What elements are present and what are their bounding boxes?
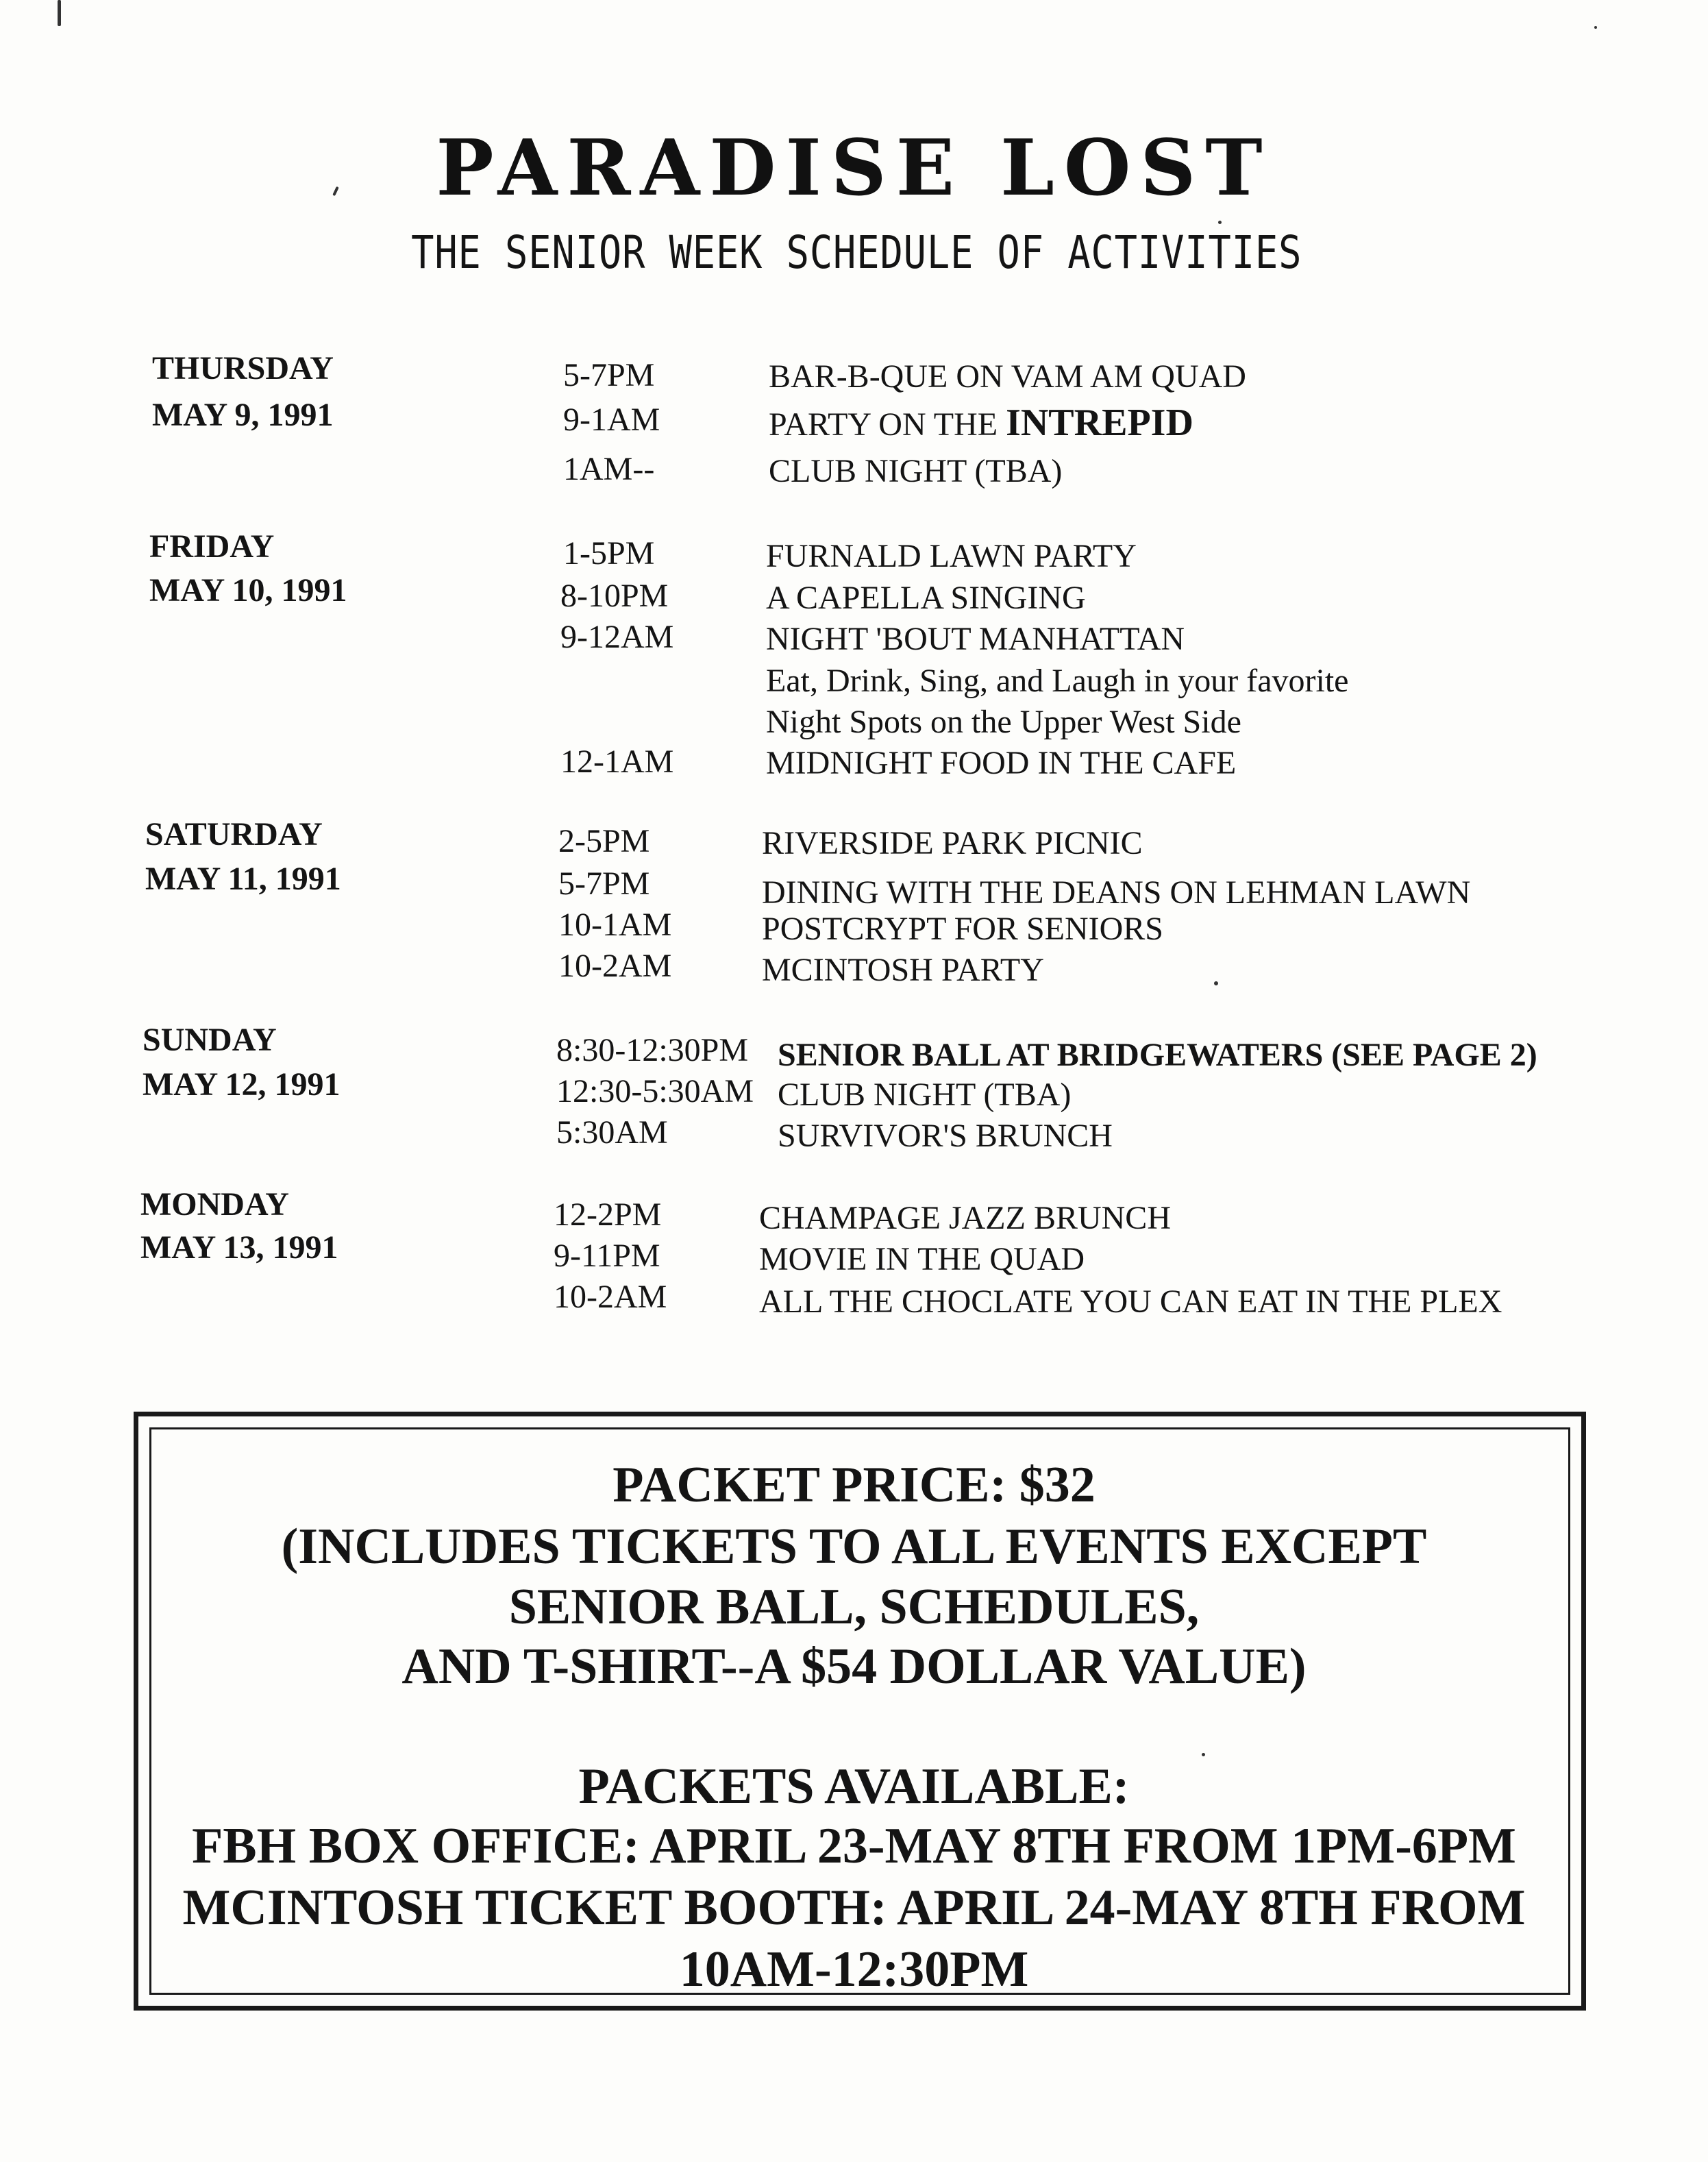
event-time: 12-2PM [554,1196,662,1233]
event-time: 9-11PM [554,1238,660,1274]
event-time: 8-10PM [560,578,669,614]
event-title: MOVIE IN THE QUAD [759,1241,1085,1277]
event-time: 12-1AM [560,744,674,780]
day-name: MONDAY [140,1186,289,1223]
event-title: CHAMPAGE JAZZ BRUNCH [759,1200,1171,1236]
day-name: SUNDAY [143,1022,277,1058]
page-title: PARADISE LOST [436,123,1272,213]
event-title: NIGHT 'BOUT MANHATTAN [766,621,1185,657]
event-title: ALL THE CHOCLATE YOU CAN EAT IN THE PLEX [759,1283,1502,1320]
day-name: SATURDAY [145,816,323,852]
event-title: FURNALD LAWN PARTY [766,538,1137,574]
event-title [769,401,1193,445]
event-time: 10-2AM [554,1279,667,1315]
event-title-text: PARTY ON THE [769,406,1006,443]
packet-includes-line: SENIOR BALL, SCHEDULES, [508,1579,1200,1635]
event-title: MCINTOSH PARTY [762,952,1044,988]
event-time: 1AM-- [563,451,655,487]
event-title: MIDNIGHT FOOD IN THE CAFE [766,745,1237,781]
event-title: CLUB NIGHT (TBA) [769,453,1063,489]
scan-mark [1214,981,1218,985]
event-title: POSTCRYPT FOR SENIORS [762,911,1163,947]
event-title: SURVIVOR'S BRUNCH [778,1118,1113,1154]
packet-location: 10AM-12:30PM [679,1941,1029,1998]
day-date: MAY 10, 1991 [149,572,347,609]
day-name: FRIDAY [149,528,275,565]
event-time: 12:30-5:30AM [556,1073,754,1109]
packets-available-heading: PACKETS AVAILABLE: [578,1758,1130,1815]
packet-includes-line: AND T-SHIRT--A $54 DOLLAR VALUE) [401,1638,1307,1695]
day-date: MAY 12, 1991 [143,1066,341,1103]
packet-price: PACKET PRICE: $32 [612,1457,1096,1513]
event-time: 9-12AM [560,619,674,655]
page-subtitle: THE SENIOR WEEK SCHEDULE OF ACTIVITIES [411,226,1302,279]
scan-mark [1202,1753,1205,1756]
event-time: 1-5PM [563,535,655,572]
day-date: MAY 9, 1991 [152,397,334,433]
packet-location: MCINTOSH TICKET BOOTH: APRIL 24-MAY 8TH FROM [182,1880,1526,1936]
event-time: 8:30-12:30PM [556,1032,749,1068]
event-title-emphasis: INTREPID [1006,402,1193,444]
packet-includes-line: (INCLUDES TICKETS TO ALL EVENTS EXCEPT [281,1519,1427,1575]
scan-mark [1218,221,1222,224]
day-date: MAY 11, 1991 [145,861,341,897]
event-time: 10-2AM [558,948,672,984]
event-title: DINING WITH THE DEANS ON LEHMAN LAWN [762,874,1471,911]
event-time: 5:30AM [556,1114,668,1151]
event-title: SENIOR BALL AT BRIDGEWATERS (SEE PAGE 2) [778,1037,1537,1073]
day-date: MAY 13, 1991 [140,1229,338,1266]
event-detail: Eat, Drink, Sing, and Laugh in your favorite [766,663,1349,699]
event-title: RIVERSIDE PARK PICNIC [762,825,1143,861]
event-detail: Night Spots on the Upper West Side [766,704,1241,740]
event-title: BAR-B-QUE ON VAM AM QUAD [769,358,1246,395]
event-title: A CAPELLA SINGING [766,580,1086,616]
event-time: 2-5PM [558,823,650,859]
event-time: 10-1AM [558,907,672,943]
event-time: 9-1AM [563,402,660,438]
event-time: 5-7PM [558,865,650,902]
day-name: THURSDAY [152,350,334,386]
scan-mark [58,0,61,26]
scan-mark [1594,26,1597,29]
event-title: CLUB NIGHT (TBA) [778,1077,1072,1113]
event-time: 5-7PM [563,357,655,393]
packet-location: FBH BOX OFFICE: APRIL 23-MAY 8TH FROM 1PM-6PM [192,1818,1516,1874]
